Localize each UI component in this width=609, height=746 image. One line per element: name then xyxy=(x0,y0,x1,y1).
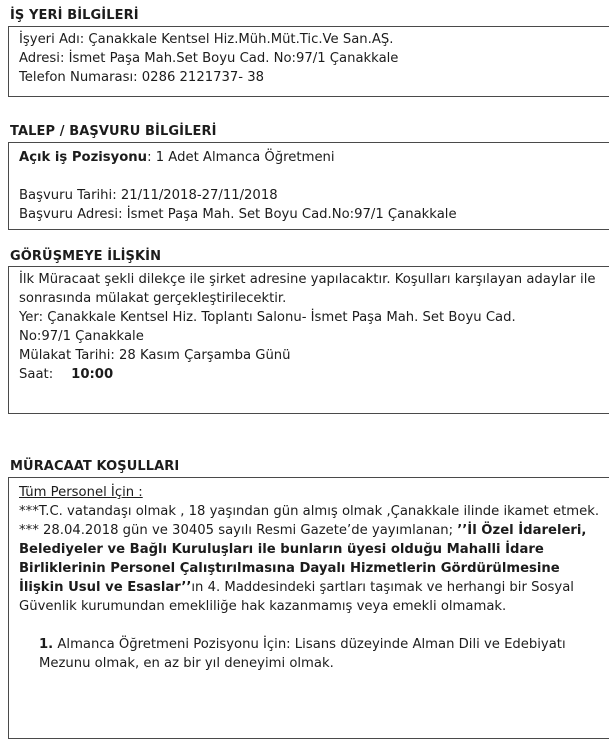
open-position xyxy=(19,148,609,167)
talep-box xyxy=(8,142,609,230)
application-date: Başvuru Tarihi: 21/11/2018-27/11/2018 xyxy=(19,188,278,203)
interview-place-line1: Yer: Çanakkale Kentsel Hiz. Toplantı Salonu- İsmet Paşa Mah. Set Boyu Cad. xyxy=(19,310,516,325)
interview-place-line2: No:97/1 Çanakkale xyxy=(19,329,144,344)
workplace-phone: Telefon Numarası: 0286 2121737- 38 xyxy=(19,70,265,85)
workplace-name: İşyeri Adı: Çanakkale Kentsel Hiz.Müh.Müt.Tic.Ve San.AŞ. xyxy=(19,32,394,47)
condition-citizenship: ***T.C. vatandaşı olmak , 18 yaşından gün almış olmak ,Çanakkale ilinde ikamet etmek. xyxy=(19,504,600,519)
open-position-label: Açık iş Pozisyonu xyxy=(19,150,148,165)
interview-time-value: 10:00 xyxy=(71,367,114,382)
section-title-is-yeri: İŞ YERİ BİLGİLERİ xyxy=(10,8,139,23)
gorusme-box xyxy=(8,266,609,414)
regulation-title: ’’İl Özel İdareleri, Belediyeler ve Bağlı Kuruluşları ile bunların üyesi olduğu Mahalli İdare Birliklerinin Personel Çalıştırılmasına Dayalı Hizmetlerin Gördürülmesine İlişkin Usul ve Esaslar’’ xyxy=(19,523,587,595)
is-yeri-box xyxy=(8,26,609,97)
section-title-muracaat: MÜRACAAT KOŞULLARI xyxy=(10,459,180,474)
open-position-value: : 1 Adet Almanca Öğretmeni xyxy=(147,150,335,165)
interview-time-label: Saat: xyxy=(19,367,54,382)
condition-regulation-prefix: *** 28.04.2018 gün ve 30405 sayılı Resmi Gazete’de yayımlanan; xyxy=(19,523,458,538)
workplace-address: Adresi: İsmet Paşa Mah.Set Boyu Cad. No:97/1 Çanakkale xyxy=(19,51,399,66)
position-requirement xyxy=(19,635,604,673)
application-method: İlk Müracaat şekli dilekçe ile şirket adresine yapılacaktır. Koşulları karşılayan adaylar ile sonrasında mülakat gerçekleştirilecektir. xyxy=(19,272,596,306)
condition-regulation-suffix: ın 4. Maddesindeki şartları taşımak ve herhangi bir Sosyal Güvenlik kurumundan emekliliğe hak kazanmamış veya emekli olmamak. xyxy=(19,580,574,614)
muracaat-box xyxy=(8,477,609,739)
all-personnel-subheading: Tüm Personel İçin : xyxy=(19,485,143,500)
condition-regulation xyxy=(19,521,604,616)
position-requirement-number: 1. xyxy=(39,637,54,652)
section-title-talep: TALEP / BAŞVURU BİLGİLERİ xyxy=(10,124,217,139)
interview-time xyxy=(19,365,606,384)
section-title-gorusme: GÖRÜŞMEYE İLİŞKİN xyxy=(10,249,162,264)
application-address: Başvuru Adresi: İsmet Paşa Mah. Set Boyu Cad.No:97/1 Çanakkale xyxy=(19,207,457,222)
position-requirement-text: Almanca Öğretmeni Pozisyonu İçin: Lisans düzeyinde Alman Dili ve Edebiyatı Mezunu olmak, en az bir yıl deneyimi olmak. xyxy=(39,637,566,671)
interview-date: Mülakat Tarihi: 28 Kasım Çarşamba Günü xyxy=(19,348,291,363)
